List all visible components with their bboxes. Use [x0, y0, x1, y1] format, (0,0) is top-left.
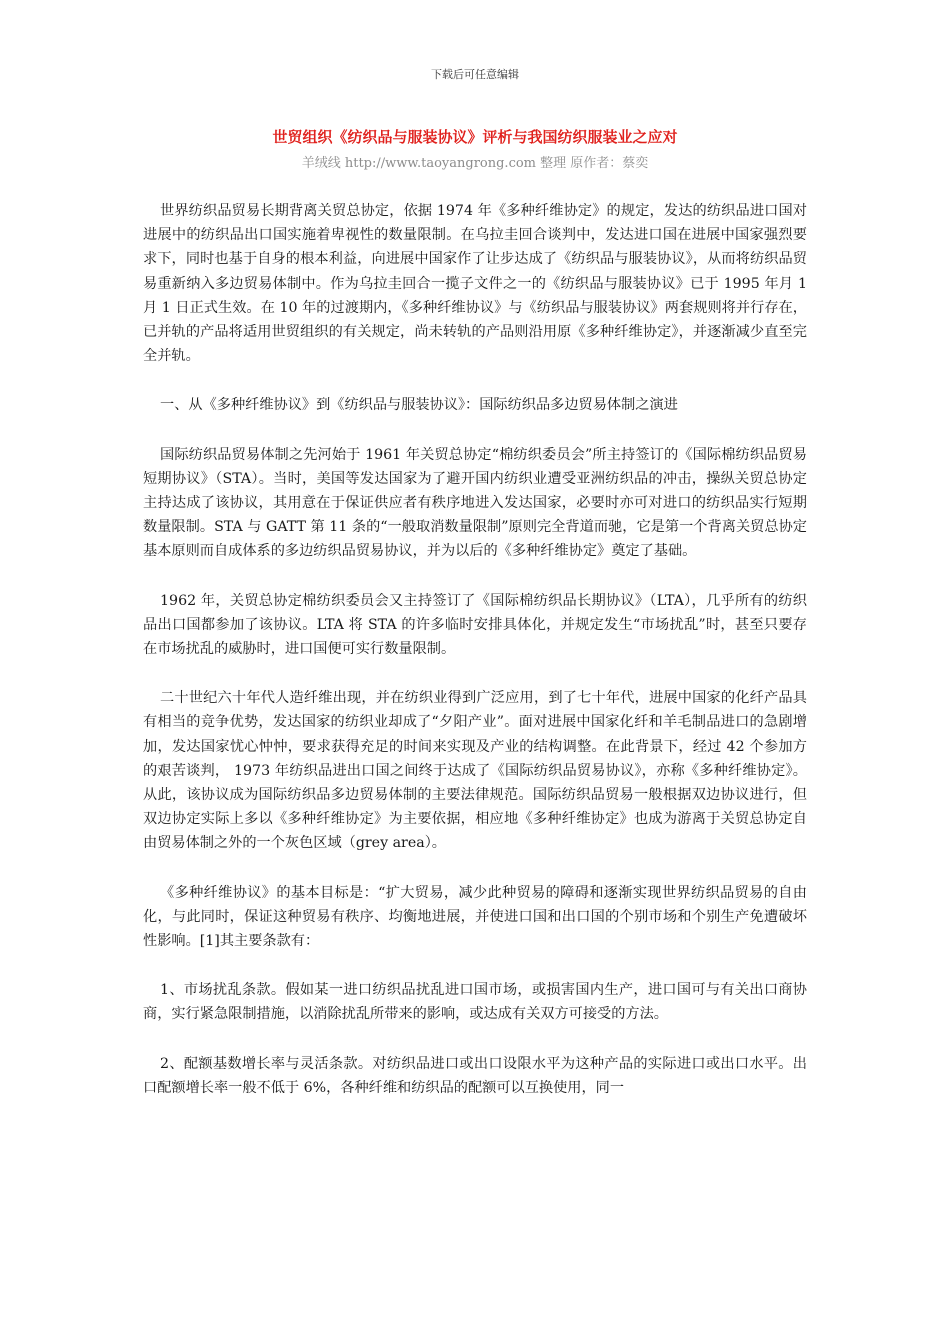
paragraph-clause-2: 2、配额基数增长率与灵活条款。对纺织品进口或出口设限水平为这种产品的实际进口或出口水平。出口配额增长率一般不低于 6%，各种纤维和纺织品的配额可以互换使用，同一 — [143, 1055, 807, 1096]
paragraph-lta: 1962 年，关贸总协定棉纺织委员会又主持签订了《国际棉纺织品长期协议》（LTA），几乎所有的纺织品出口国都参加了该协议。LTA 将 STA 的许多临时安排具体化，并规定发生“市场扰乱”时，甚至只要存在市场扰乱的威胁时，进口国便可实行数量限制。 — [143, 592, 807, 658]
paragraph-mfa-origin: 二十世纪六十年代人造纤维出现，并在纺织业得到广泛应用，到了七十年代，进展中国家的化纤产品具有相当的竞争优势，发达国家的纺织业却成了“夕阳产业”。面对进展中国家化纤和羊毛制品进口的急剧增加，发达国家忧心忡忡，要求获得充足的时间来实现及产业的结构调整。在此背景下，经过 42 个参加方的艰苦谈判， 1973 年纺织品进出口国之间终于达成了《国际纺织品贸易协议》，亦称《多种纤维协定》。从此，该协议成为国际纺织品多边贸易体制的主要法律规范。国际纺织品贸易一般根据双边协议进行，但双边协定实际上多以《多种纤维协定》为主要依据，相应地《多种纤维协定》也成为游离于关贸总协定自由贸易体制之外的一个灰色区域（grey area）。 — [143, 690, 807, 852]
document-title: 世贸组织《纺织品与服装协议》评析与我国纺织服装业之应对 — [272, 128, 678, 146]
paragraph-intro: 世界纺织品贸易长期背离关贸总协定，依据 1974 年《多种纤维协定》的规定，发达的纺织品进口国对进展中的纺织品出口国实施着卑视性的数量限制。在乌拉圭回合谈判中，发达进口国在进展中国家强烈要求下，同时也基于自身的根本利益，向进展中国家作了让步达成了《纺织品与服装协议》，从而将纺织品贸易重新纳入多边贸易体制中。作为乌拉圭回合一揽子文件之一的《纺织品与服装协议》已于 1995 年月 1 月 1 日正式生效。在 10 年的过渡期内，《多种纤维协议》与《纺织品与服装协议》两套规则将并行存在，已并轨的产品将适用世贸组织的有关规定，尚未转轨的产品则沿用原《多种纤维协定》，并逐渐减少直至完全并轨。 — [143, 203, 807, 365]
document-body — [143, 199, 807, 1125]
paragraph-mfa-goals: 《多种纤维协议》的基本目标是：“扩大贸易，减少此种贸易的障碍和逐渐实现世界纺织品贸易的自由化，与此同时，保证这种贸易有秩序、均衡地进展，并使进口国和出口国的个别市场和个别生产免遭破坏性影响。[1]其主要条款有： — [143, 884, 807, 950]
section-heading-1: 一、从《多种纤维协议》到《纺织品与服装协议》：国际纺织品多边贸易体制之演进 — [160, 397, 678, 414]
paragraph-clause-1: 1、市场扰乱条款。假如某一进口纺织品扰乱进口国市场，或损害国内生产，进口国可与有关出口商协商，实行紧急限制措施，以消除扰乱所带来的影响，或达成有关双方可接受的方法。 — [143, 982, 807, 1023]
paragraph-sta: 国际纺织品贸易体制之先河始于 1961 年关贸总协定“棉纺织委员会”所主持签订的《国际棉纺织品贸易短期协议》（STA）。当时，美国等发达国家为了避开国内纺织业遭受亚洲纺织品的冲击，操纵关贸总协定主持达成了该协议，其用意在于保证供应者有秩序地进入发达国家，必要时亦可对进口的纺织品实行短期数量限制。STA 与 GATT 第 11 条的“一般取消数量限制”原则完全背道而驰，它是第一个背离关贸总协定基本原则而自成体系的多边纺织品贸易协议，并为以后的《多种纤维协定》奠定了基础。 — [143, 446, 807, 560]
document-byline: 羊绒线 http://www.taoyangrong.com 整理 原作者：蔡奕 — [301, 156, 649, 171]
header-note: 下载后可任意编辑 — [431, 68, 519, 81]
